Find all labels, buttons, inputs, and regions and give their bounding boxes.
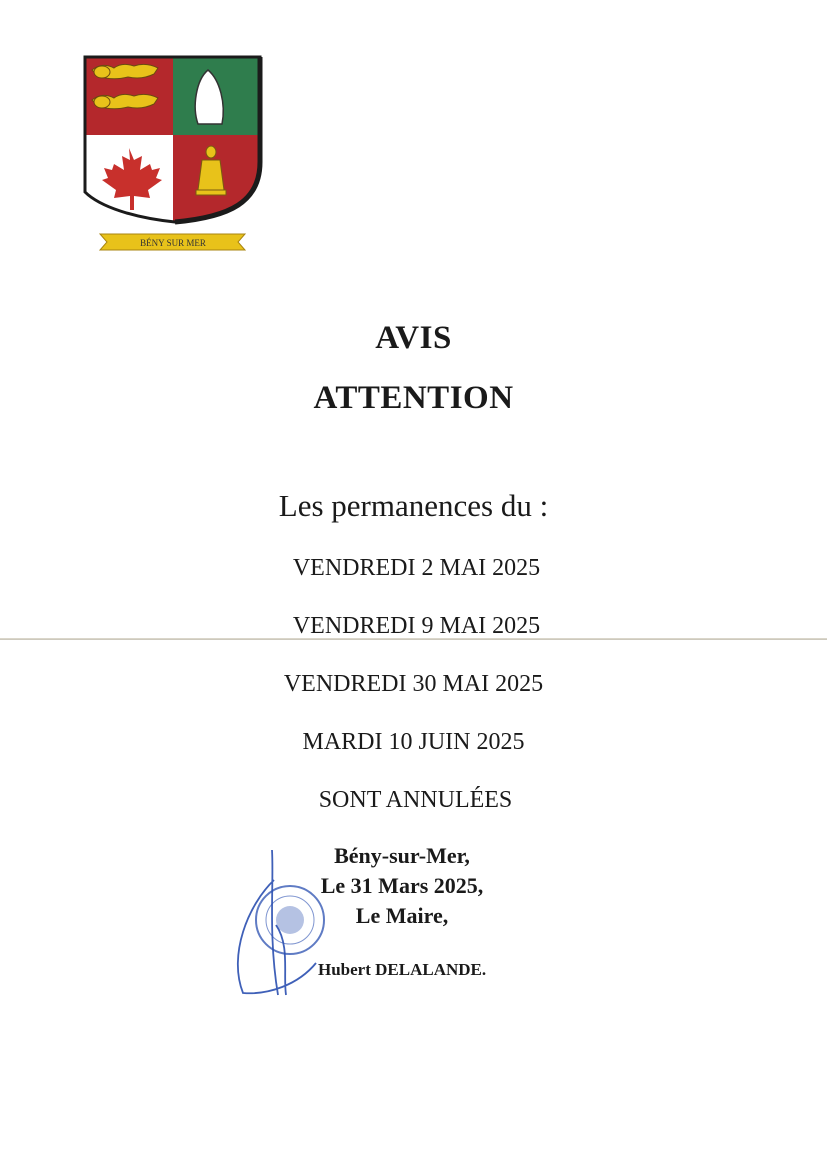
coat-of-arms-logo [80, 52, 270, 257]
cancelled-date: VENDREDI 9 MAI 2025 [292, 613, 541, 639]
notice-title: AVIS [375, 320, 452, 356]
cancelled-date: MARDI 10 JUIN 2025 [302, 729, 525, 755]
cancelled-date: VENDREDI 30 MAI 2025 [283, 671, 544, 697]
cancellation-status: SONT ANNULÉES [318, 787, 513, 813]
signature-date: Le 31 Mars 2025, [320, 873, 484, 898]
crest-banner-text: BÉNY SUR MER [140, 238, 206, 248]
mayor-name: Hubert DELALANDE. [318, 960, 487, 979]
signature-place: Bény-sur-Mer, [334, 843, 470, 868]
cancelled-date: VENDREDI 2 MAI 2025 [292, 555, 541, 581]
signature-role: Le Maire, [355, 903, 449, 928]
notice-subtitle: ATTENTION [313, 380, 514, 416]
notice-intro: Les permanences du : [278, 488, 549, 523]
